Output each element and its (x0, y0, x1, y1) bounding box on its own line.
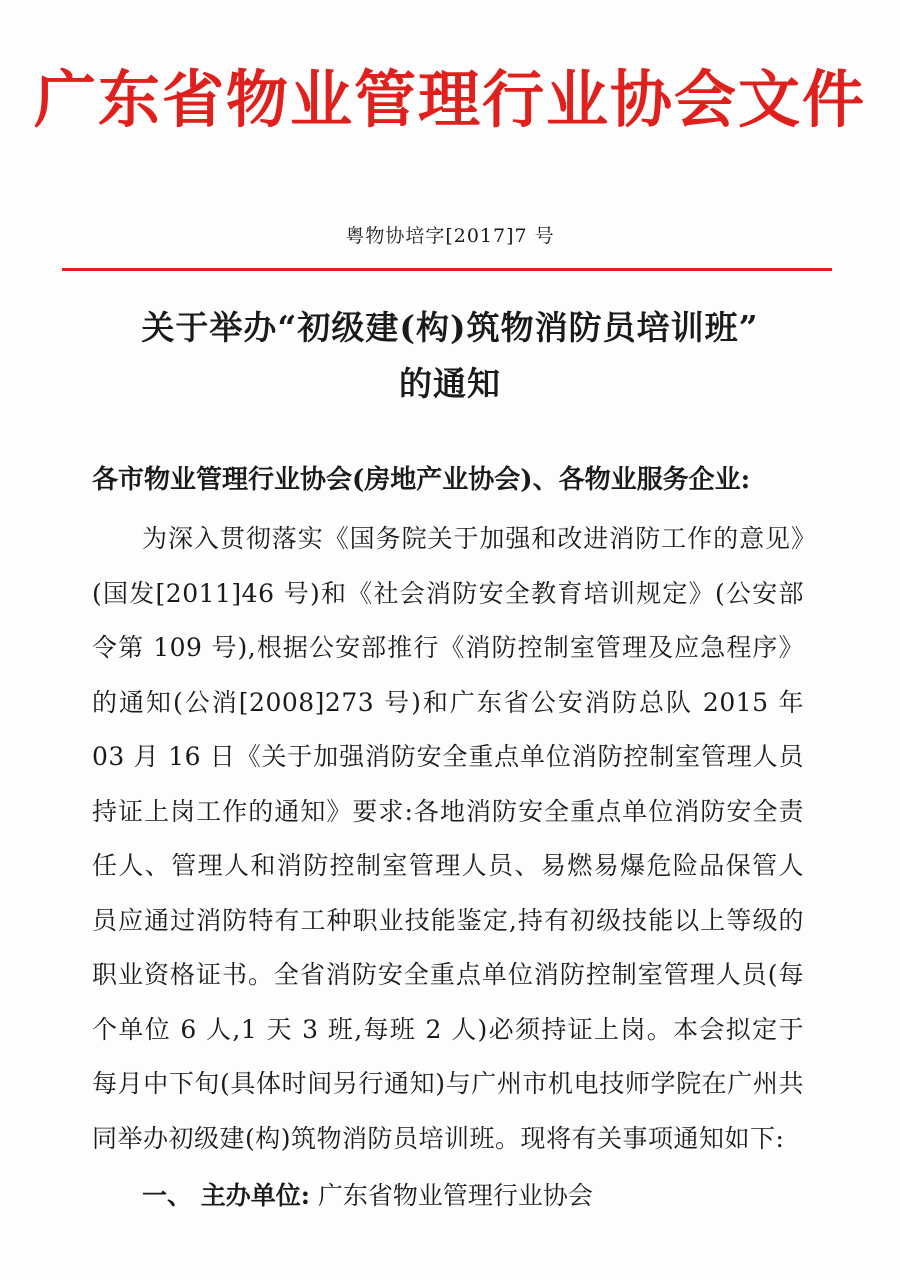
red-divider-line (62, 268, 832, 271)
section-one-value: 广东省物业管理行业协会 (317, 1181, 593, 1210)
notice-title (60, 300, 840, 412)
addressee-line: 各市物业管理行业协会(房地产业协会)、各物业服务企业: (92, 465, 751, 495)
organization-header-title: 广东省物业管理行业协会文件 (33, 63, 866, 136)
document-number: 粤物协培字[2017]7 号 (345, 225, 555, 247)
notice-title-line-2: 的通知 (399, 364, 501, 403)
notice-title-line-1: 关于举办“初级建(构)筑物消防员培训班” (141, 308, 759, 347)
section-one-label: 一、 主办单位: (142, 1181, 310, 1210)
section-one (92, 1174, 832, 1218)
body-paragraph: 为深入贯彻落实《国务院关于加强和改进消防工作的意见》(国发[2011]46 号)和《社会消防安全教育培训规定》(公安部令第 109 号),根据公安部推行《消防控制室管理及应急程序》的通知(公消[2008]273 号)和广东省公安消防总队 2015 年 03 月 16 日《关于加强消防安全重点单位消防控制室管理人员持证上岗工作的通知》要求:各地消防安全重点单位消防安全责任人、管理人和消防控制室管理人员、易燃易爆危险品保管人员应通过消防特有工种职业技能鉴定,持有初级技能以上等级的职业资格证书。全省消防安全重点单位消防控制室管理人员(每个单位 6 人,1 天 3 班,每班 2 人)必须持证上岗。本会拟定于每月中下旬(具体时间另行通知)与广州市机电技师学院在广州共同举办初级建(构)筑物消防员培训班。现将有关事项通知如下: (92, 524, 804, 1153)
